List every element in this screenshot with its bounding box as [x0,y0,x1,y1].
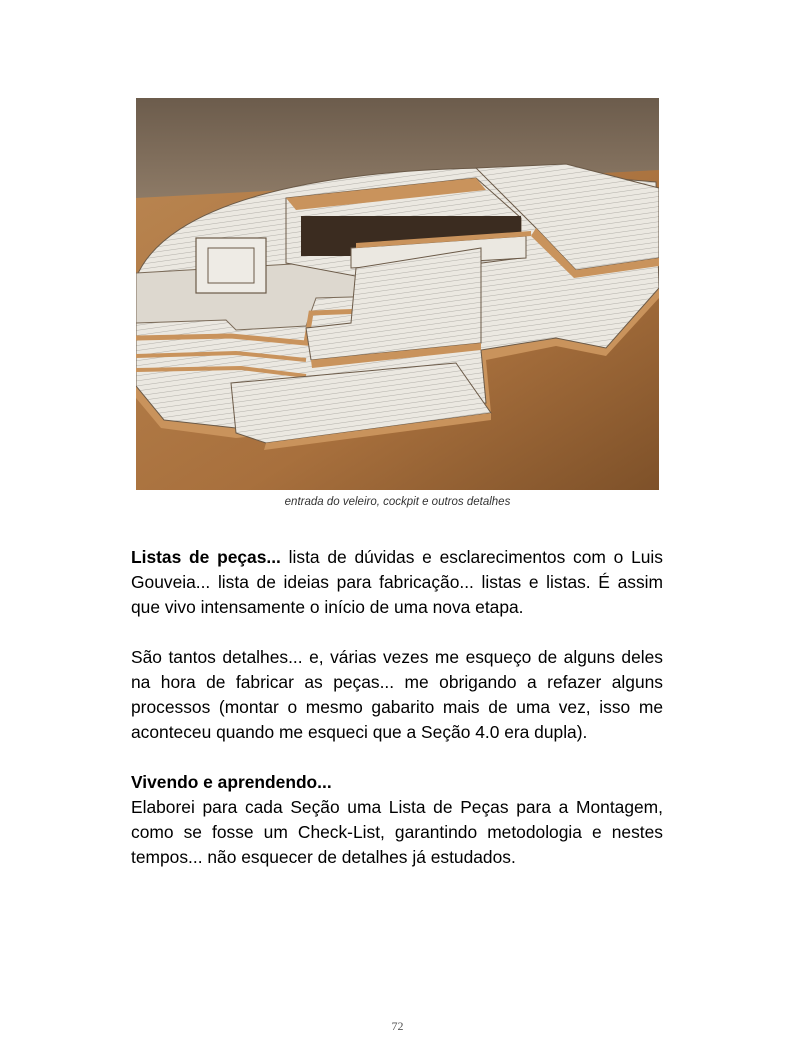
figure-caption: entrada do veleiro, cockpit e outros detalhes [284,496,511,508]
page-number: 72 [391,1019,404,1033]
section-text: Elaborei para cada Seção uma Lista de Peças para a Montagem, como se fosse um Check-List, garantindo metodologia e nestes tempos... não esquecer de detalhes já estudados. [131,797,663,867]
paragraph-1-bold: Listas de peças... [131,547,281,567]
body-text [131,545,663,870]
paragraph-1-text: lista de dúvidas e esclarecimentos com o Luis Gouveia... lista de ideias para fabricação... listas e listas. É assim que vivo intensamente o início de uma nova etapa. [131,547,663,617]
paragraph-2 [131,645,663,745]
paragraph-2-text: São tantos detalhes... e, várias vezes me esqueço de alguns deles na hora de fabricar as peças... me obrigando a refazer alguns processos (montar o mesmo gabarito mais de uma vez, isso me aconteceu quando me esqueci que a Seção 4.0 era dupla). [131,647,663,742]
section-block [131,770,663,870]
boat-model-photo [136,98,659,490]
section-heading: Vivendo e aprendendo... [131,772,332,792]
photo-of-paper-boat-model-icon [136,98,659,490]
paragraph-1 [131,545,663,620]
